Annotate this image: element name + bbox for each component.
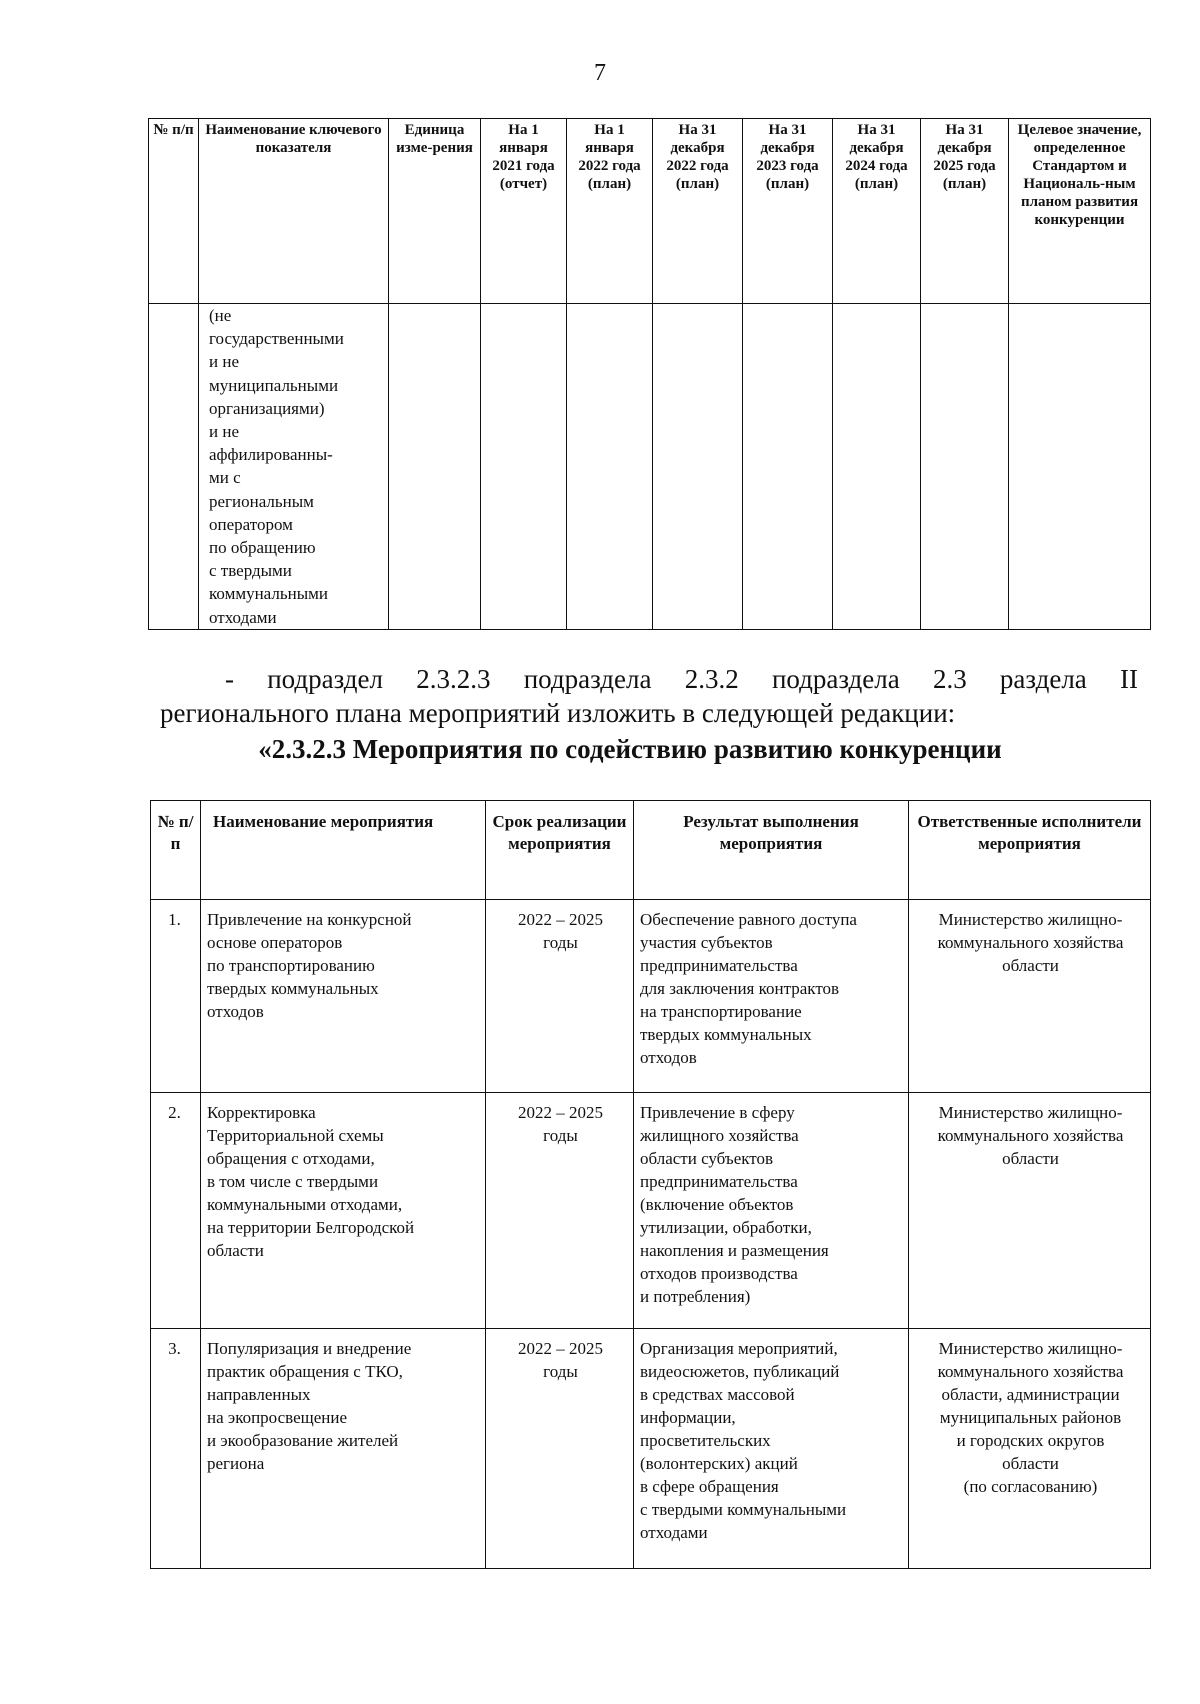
responsible-cell [909,900,1151,1093]
text-line: региона [207,1454,265,1473]
text-line: области [1002,956,1059,975]
table-row [151,1093,1151,1329]
unit-cell [389,304,481,630]
text-line: Организация мероприятий, [640,1339,838,1358]
text-line: в сфере обращения [640,1477,779,1496]
measures-table [150,800,1151,1569]
row-num-cell: 2. [151,1093,201,1329]
value-cell [743,304,833,630]
text-line: отходов [640,1048,697,1067]
text-line: информации, [640,1408,736,1427]
responsible-cell [909,1093,1151,1329]
text-line: области [1002,1454,1059,1473]
text-line: с твердыми [209,561,292,581]
text-line: просветительских [640,1431,771,1450]
text-line: основе операторов [207,933,343,952]
value-cell [653,304,743,630]
text-line: и не [209,422,239,442]
header-num: № п/п [151,801,201,900]
header-dec-2025: На 31 декабря 2025 года (план) [921,119,1009,304]
page-number: 7 [594,60,606,86]
text-line: предпринимательства [640,1172,798,1191]
intro-paragraph [160,662,1138,730]
text-line: отходов производства [640,1264,798,1283]
text-line: практик обращения с ТКО, [207,1362,403,1381]
text-line: направленных [207,1385,311,1404]
text-line: предпринимательства [640,956,798,975]
text-line: и не [209,352,239,372]
text-line: коммунального хозяйства [937,1126,1124,1145]
header-dec-2022: На 31 декабря 2022 года (план) [653,119,743,304]
text-line: Министерство жилищно- [938,910,1123,929]
text-line: обращения с отходами, [207,1149,375,1168]
text-line: на транспортирование [640,1002,802,1021]
text-line: Привлечение в сферу [640,1103,795,1122]
text-line: в том числе с твердыми [207,1172,379,1191]
text-line: утилизации, обработки, [640,1218,812,1237]
header-dec-2024: На 31 декабря 2024 года (план) [833,119,921,304]
text-line: для заключения контрактов [640,979,840,998]
text-line: (не [209,306,232,325]
value-cell [481,304,567,630]
text-line: муниципальными [209,375,339,395]
table-row [151,1329,1151,1569]
header-jan-2021: На 1 января 2021 года (отчет) [481,119,567,304]
text-line: государственными [209,329,344,349]
text-line: на экопросвещение [207,1408,348,1427]
value-cell [567,304,653,630]
section-title: «2.3.2.3 Мероприятия по содействию развитию конкуренции [258,734,1002,764]
key-indicators-table [148,118,1151,630]
text-line: (волонтерских) акций [640,1454,798,1473]
text-line: и городских округов [956,1431,1105,1450]
text-line: оператором [209,514,293,534]
text-line: (включение объектов [640,1195,794,1214]
indicator-name-cell [199,304,389,630]
text-line: области субъектов [640,1149,774,1168]
value-cell [921,304,1009,630]
text-line: ми с [209,468,241,488]
text-line: по обращению [209,538,316,558]
header-responsible: Ответственные исполнители мероприятия [909,801,1151,900]
measure-name-cell [201,900,486,1093]
text-line: коммунального хозяйства [937,933,1124,952]
text-line: Обеспечение равного доступа [640,910,857,929]
header-num: № п/п [149,119,199,304]
text-line: Министерство жилищно- [938,1103,1123,1122]
text-line: коммунальными отходами, [207,1195,403,1214]
text-line: Территориальной схемы [207,1126,384,1145]
row-num-cell: 1. [151,900,201,1093]
header-result: Результат выполнения мероприятия [634,801,909,900]
term-cell [486,1329,634,1569]
header-jan-2022: На 1 января 2022 года (план) [567,119,653,304]
text-line: коммунального хозяйства [937,1362,1124,1381]
text-line: и экообразование жителей [207,1431,399,1450]
responsible-cell [909,1329,1151,1569]
table-row [149,304,1151,630]
term-cell [486,1093,634,1329]
text-line: (по согласованию) [963,1477,1098,1496]
text-line: по транспортированию [207,956,375,975]
intro-line-2: регионального плана мероприятий изложить в следующей редакции: [160,698,956,728]
text-line: отходами [209,607,277,627]
result-cell [634,900,909,1093]
header-unit: Единица изме-рения [389,119,481,304]
value-cell [833,304,921,630]
indicators-header-row [149,119,1151,304]
text-line: аффилированны- [209,445,333,465]
row-num-cell: 3. [151,1329,201,1569]
result-cell [634,1329,909,1569]
measures-header-row [151,801,1151,900]
text-line: в средствах массовой [640,1385,795,1404]
result-cell [634,1093,909,1329]
header-target-value: Целевое значение, определенное Стандартом и Националь-ным планом развития конкуренции [1009,119,1151,304]
text-line: Привлечение на конкурсной [207,910,412,929]
text-line: отходов [207,1002,264,1021]
intro-line-1: - подраздел 2.3.2.3 подраздела 2.3.2 подраздела 2.3 раздела II [225,664,1138,694]
text-line: жилищного хозяйства [640,1126,799,1145]
text-line: годы [543,933,578,952]
measure-name-cell [201,1093,486,1329]
text-line: организациями) [209,398,325,418]
text-line: Корректировка [207,1103,316,1122]
text-line: накопления и размещения [640,1241,829,1260]
text-line: Министерство жилищно- [938,1339,1123,1358]
text-line: участия субъектов [640,933,773,952]
text-line: региональным [209,491,314,511]
row-num-cell [149,304,199,630]
text-line: видеосюжетов, публикаций [640,1362,840,1381]
text-line: области [1002,1149,1059,1168]
header-measure-name: Наименование мероприятия [201,801,486,900]
text-line: коммунальными [209,584,328,604]
text-line: 2022 – 2025 [518,1339,603,1358]
text-line: и потребления) [640,1287,751,1306]
text-line: твердых коммунальных [640,1025,812,1044]
text-line: 2022 – 2025 [518,1103,603,1122]
text-line: твердых коммунальных [207,979,379,998]
text-line: годы [543,1362,578,1381]
target-value-cell [1009,304,1151,630]
text-line: 2022 – 2025 [518,910,603,929]
term-cell [486,900,634,1093]
text-line: муниципальных районов [939,1408,1122,1427]
text-line: отходами [640,1523,708,1542]
table-row [151,900,1151,1093]
header-term: Срок реализации мероприятия [486,801,634,900]
text-line: Популяризация и внедрение [207,1339,412,1358]
text-line: годы [543,1126,578,1145]
text-line: на территории Белгородской [207,1218,415,1237]
header-dec-2023: На 31 декабря 2023 года (план) [743,119,833,304]
text-line: области, администрации [941,1385,1120,1404]
measure-name-cell [201,1329,486,1569]
header-indicator-name: Наименование ключевого показателя [199,119,389,304]
text-line: с твердыми коммунальными [640,1500,847,1519]
text-line: области [207,1241,264,1260]
